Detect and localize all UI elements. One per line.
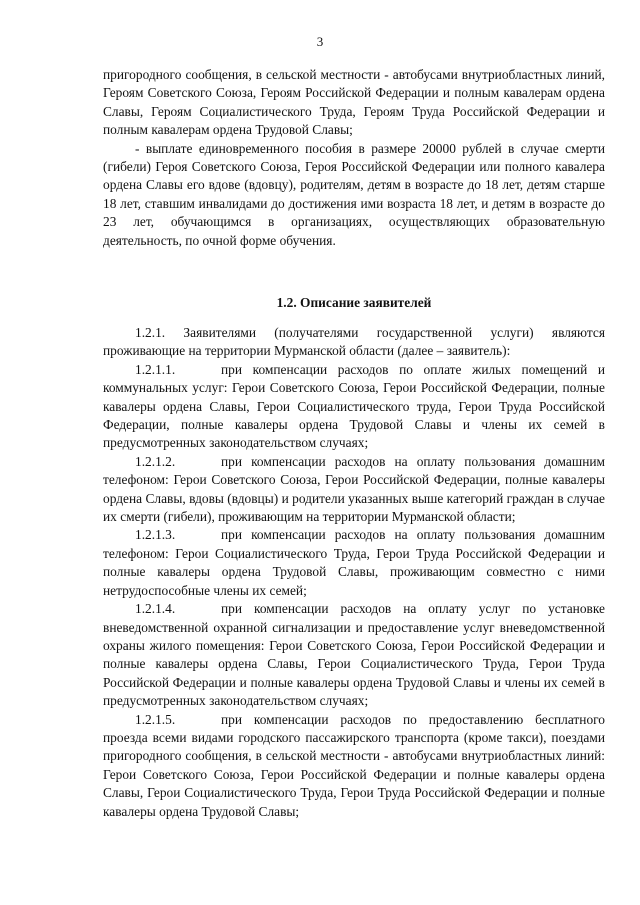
list-item bbox=[103, 711, 605, 821]
continuation-text bbox=[103, 66, 605, 250]
item-number: 1.2.1.5. bbox=[135, 711, 176, 727]
paragraph-lump-sum-benefit: - выплате единовременного пособия в размере 20000 рублей в случае смерти (гибели) Героя Советского Союза, Героя Российской Федерации или полного кавалера ордена Славы его вдове (вдовцу), родителям, детям в возрасте до 18 лет, детям старше 18 лет, ставшим инвалидами до достижения ими возраста 18 лет, и детям в возрасте до 23 лет, обучающимся в организациях, осуществляющих образовательную деятельность, по очной форме обучения. bbox=[103, 140, 605, 248]
list-item bbox=[103, 600, 605, 710]
item-text: при компенсации расходов на оплату пользования домашним телефоном: Герои Социалистического Труда, Герои Труда Российской Федерации и полные кавалеры ордена Трудовой Славы, проживающим совместно с ними нетрудоспособные члены их семей; bbox=[103, 527, 605, 598]
item-number: 1.2.1.3. bbox=[135, 527, 176, 543]
item-number: 1.2.1.2. bbox=[135, 453, 176, 469]
section-heading: 1.2. Описание заявителей bbox=[276, 295, 432, 310]
item-text: при компенсации расходов по предоставлению бесплатного проезда всеми видами городского пассажирского транспорта (кроме такси), поездами пригородного сообщения, в сельской местности - автобусами внутриобластных линий: Герои Советского Союза, Герои Российской Федерации и полные кавалеры ордена Славы, Герои Социалистического Труда, Герои Труда Российской Федерации и полные кавалеры ордена Трудовой Славы; bbox=[103, 711, 605, 819]
item-text: при компенсации расходов на оплату пользования домашним телефоном: Герои Советского Союза, Герои Российской Федерации, полные кавалеры ордена Славы, вдовы (вдовцы) и родители указанных выше категорий граждан в случае их смерти (гибели), проживающим на территории Мурманской области; bbox=[103, 453, 605, 525]
list-item bbox=[103, 453, 605, 527]
paragraph-transport-continuation: пригородного сообщения, в сельской местности - автобусами внутриобластных линий, Героям Советского Союза, Героям Российской Федерации и полным кавалерам ордена Славы, Героям Социалистического Труда, Героям Труда Российской Федерации и полным кавалерам ордена Трудовой Славы; bbox=[103, 67, 605, 138]
item-number: 1.2.1.4. bbox=[135, 601, 176, 617]
list-item bbox=[103, 361, 605, 453]
item-text: при компенсации расходов на оплату услуг по установке вневедомственной охранной сигнализации и предоставление услуг вневедомственной охраны жилого помещения: Герои Советского Союза, Герои Российской Федерации и полные кавалеры ордена Славы, Герои Социалистического Труда, Герои Труда Российской Федерации и полные кавалеры ордена Трудовой Славы и члены их семей в предусмотренных законодательством случаях; bbox=[103, 601, 605, 709]
item-text: при компенсации расходов по оплате жилых помещений и коммунальных услуг: Герои Советского Союза, Герои Российской Федерации, полные кавалеры ордена Славы, Герои Социалистического труда, Герои Труда Российской Федерации, полные кавалеры ордена Трудовой Славы и члены их семей в предусмотренных законодательством случаях; bbox=[103, 361, 605, 451]
list-item bbox=[103, 526, 605, 600]
item-number: 1.2.1.1. bbox=[135, 361, 176, 377]
paragraph-applicants-intro: 1.2.1. Заявителями (получателями государственной услуги) являются проживающие на территории Мурманской области (далее – заявитель): bbox=[103, 325, 605, 359]
section-body bbox=[103, 324, 605, 821]
page-number: 3 bbox=[316, 34, 324, 49]
